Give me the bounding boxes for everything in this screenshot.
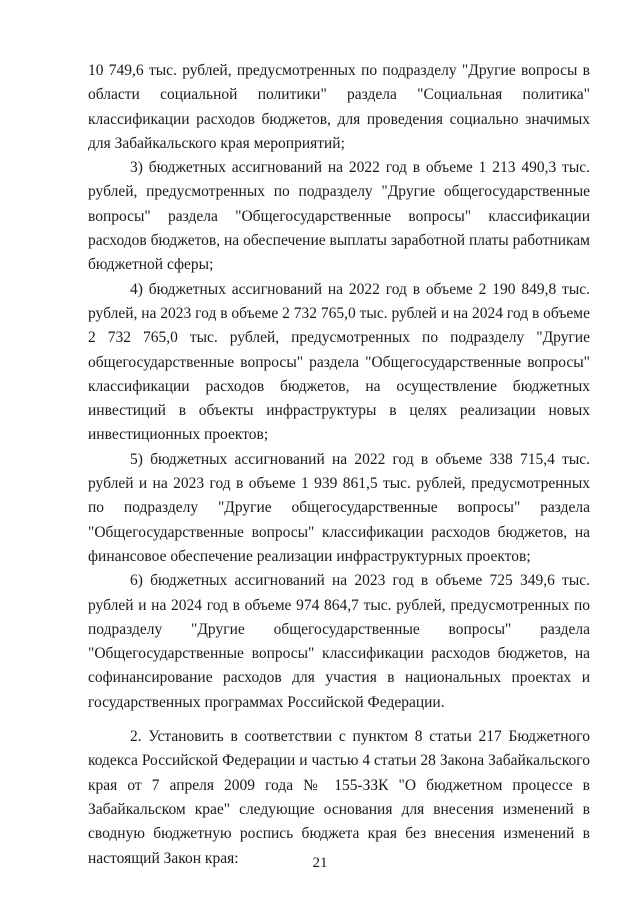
paragraph-item-6: 6) бюджетных ассигнований на 2023 год в объеме 725 349,6 тыс. рублей и на 2024 год в объеме 974 864,7 тыс. рублей, предусмотренных по подразделу "Другие общегосударственные вопросы" раздела "Общегосударственные вопросы" классификации расходов бюджетов, на софинансирование расходов для участия в национальных проектах и государственных программах Российской Федерации. <box>88 572 590 711</box>
paragraph-item-5: 5) бюджетных ассигнований на 2022 год в объеме 338 715,4 тыс. рублей и на 2023 год в объеме 1 939 861,5 тыс. рублей, предусмотренных по подразделу "Другие общегосударственные вопросы" раздела "Общегосударственные вопросы" классификации расходов бюджетов, на финансовое обеспечение реализации инфраструктурных проектов; <box>88 450 590 565</box>
paragraph-item-4: 4) бюджетных ассигнований на 2022 год в объеме 2 190 849,8 тыс. рублей, на 2023 год в объеме 2 732 765,0 тыс. рублей и на 2024 год в объеме 2 732 765,0 тыс. рублей, предусмотренных по подразделу "Другие общегосударственные вопросы" раздела "Общегосударственные вопросы" классификации расходов бюджетов, на осуществление бюджетных инвестиций в объекты инфраструктуры в целях реализации новых инвестиционных проектов; <box>88 280 590 444</box>
paragraph-item-3: 3) бюджетных ассигнований на 2022 год в объеме 1 213 490,3 тыс. рублей, предусмотренных по подразделу "Другие общегосударственные вопросы" раздела "Общегосударственные вопросы" классификации расходов бюджетов, на обеспечение выплаты заработной платы работникам бюджетной сферы; <box>88 159 590 274</box>
paragraph-continuation: 10 749,6 тыс. рублей, предусмотренных по подразделу "Другие вопросы в области социальной политики" раздела "Социальная политика" классификации расходов бюджетов, для проведения социально значимых для Забайкальского края мероприятий; <box>88 62 590 152</box>
paragraph-section-2: 2. Установить в соответствии с пунктом 8 статьи 217 Бюджетного кодекса Российской Федерации и частью 4 статьи 28 Закона Забайкальского края от 7 апреля 2009 года № 155-ЗЗК "О бюджетном процессе в Забайкальском крае" следующие основания для внесения изменений в сводную бюджетную роспись бюджета края без внесения изменений в настоящий Закон края: <box>88 728 590 867</box>
page-number: 21 <box>312 855 328 871</box>
document-page <box>88 59 590 871</box>
